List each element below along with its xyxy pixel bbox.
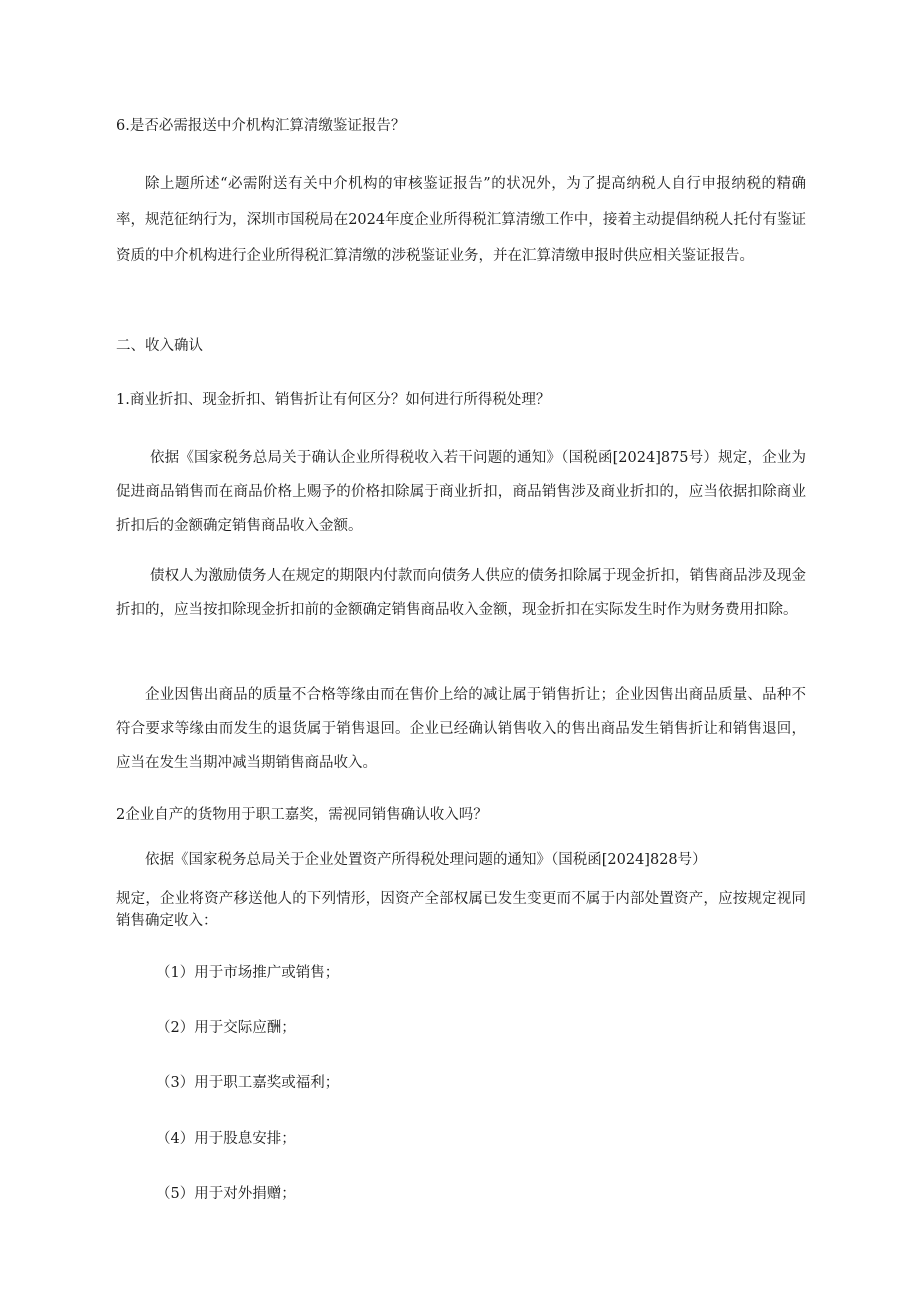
question-2-rule: 规定，企业将资产移送他人的下列情形，因资产全部权属已发生变更而不属于内部处置资产，应按规定视同销售确定收入：	[116, 891, 806, 929]
list-item: （5）用于对外捐赠；	[156, 1186, 296, 1202]
list-item: （4）用于股息安排；	[156, 1131, 296, 1147]
question-6-answer: 除上题所述“必需附送有关中介机构的审核鉴证报告”的状况外，为了提高纳税人自行申报纳税的精确率，规范征纳行为，深圳市国税局在2024年度企业所得税汇算清缴工作中，接着主动提倡纳税人托付有鉴证资质的中介机构进行企业所得税汇算清缴的涉税鉴证业务，并在汇算清缴申报时供应相关鉴证报告。	[116, 176, 806, 264]
question-2-heading: 2企业自产的货物用于职工嘉奖，需视同销售确认收入吗？	[116, 807, 488, 823]
question-1-paragraph-1: 依据《国家税务总局关于确认企业所得税收入若干问题的通知》（国税函[2024]875号）规定，企业为促进商品销售而在商品价格上赐予的价格扣除属于商业折扣，商品销售涉及商业折扣的，应当依据扣除商业折扣后的金额确定销售商品收入金额。	[116, 450, 806, 534]
section-2-title: 二、收入确认	[116, 338, 203, 354]
question-6-heading: 6.是否必需报送中介机构汇算清缴鉴证报告？	[116, 118, 406, 134]
question-2-basis: 依据《国家税务总局关于企业处置资产所得税处理问题的通知》（国税函[2024]828号）	[145, 852, 707, 868]
question-1-heading: 1.商业折扣、现金折扣、销售折让有何区分？如何进行所得税处理？	[116, 392, 551, 408]
list-item: （3）用于职工嘉奖或福利；	[156, 1075, 340, 1091]
list-item: （1）用于市场推广或销售；	[156, 965, 340, 981]
list-item: （2）用于交际应酬；	[156, 1020, 296, 1036]
question-1-paragraph-2: 债权人为激励债务人在规定的期限内付款而向债务人供应的债务扣除属于现金折扣，销售商品涉及现金折扣的，应当按扣除现金折扣前的金额确定销售商品收入金额，现金折扣在实际发生时作为财务费用扣除。	[116, 568, 806, 618]
question-1-paragraph-3: 企业因售出商品的质量不合格等缘由而在售价上给的减让属于销售折让；企业因售出商品质量、品种不符合要求等缘由而发生的退货属于销售退回。企业已经确认销售收入的售出商品发生销售折让和销售退回，应当在发生当期冲减当期销售商品收入。	[116, 687, 806, 771]
